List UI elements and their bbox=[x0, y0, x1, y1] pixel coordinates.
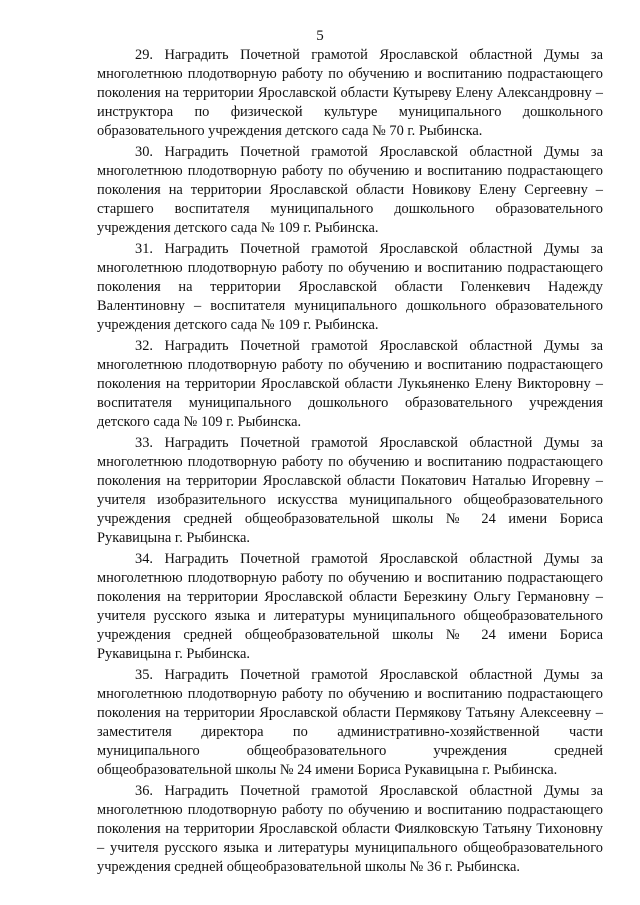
page-number: 5 bbox=[316, 28, 324, 44]
paragraph-31: 31. Наградить Почетной грамотой Ярославской областной Думы за многолетнюю плодотворную работу по обучению и воспитанию подрастающего поколения на территории Ярославской области Голенкевич Надежду Валентиновну – воспитателя муниципального дошкольного образовательного учреждения детского сада № 109 г. Рыбинска. bbox=[97, 241, 603, 333]
document-body bbox=[97, 46, 603, 879]
paragraph-32: 32. Наградить Почетной грамотой Ярославской областной Думы за многолетнюю плодотворную работу по обучению и воспитанию подрастающего поколения на территории Ярославской области Лукьяненко Елену Викторовну – воспитателя муниципального дошкольного образовательного учреждения детского сада № 109 г. Рыбинска. bbox=[97, 338, 603, 430]
paragraph-34: 34. Наградить Почетной грамотой Ярославской областной Думы за многолетнюю плодотворную работу по обучению и воспитанию подрастающего поколения на территории Ярославской области Березкину Ольгу Германовну – учителя русского языка и литературы муниципального общеобразовательного учреждения средней общеобразовательной школы № 24 имени Бориса Рукавицына г. Рыбинска. bbox=[97, 551, 603, 662]
paragraph-29: 29. Наградить Почетной грамотой Ярославской областной Думы за многолетнюю плодотворную работу по обучению и воспитанию подрастающего поколения на территории Ярославской области Кутыреву Елену Александровну – инструктора по физической культуре муниципального дошкольного образовательного учреждения детского сада № 70 г. Рыбинска. bbox=[97, 47, 603, 139]
paragraph-35: 35. Наградить Почетной грамотой Ярославской областной Думы за многолетнюю плодотворную работу по обучению и воспитанию подрастающего поколения на территории Ярославской области Пермякову Татьяну Алексеевну – заместителя директора по административно-хозяйственной части муниципального общеобразовательного учреждения средней общеобразовательной школы № 24 имени Бориса Рукавицына г. Рыбинска. bbox=[97, 667, 603, 778]
paragraph-30: 30. Наградить Почетной грамотой Ярославской областной Думы за многолетнюю плодотворную работу по обучению и воспитанию подрастающего поколения на территории Ярославской области Новикову Елену Сергеевну – старшего воспитателя муниципального дошкольного образовательного учреждения детского сада № 109 г. Рыбинска. bbox=[97, 144, 603, 236]
paragraph-36: 36. Наградить Почетной грамотой Ярославской областной Думы за многолетнюю плодотворную работу по обучению и воспитанию подрастающего поколения на территории Ярославской области Фиялковскую Татьяну Тихоновну – учителя русского языка и литературы муниципального общеобразовательного учреждения средней общеобразовательной школы № 36 г. Рыбинска. bbox=[97, 783, 603, 875]
paragraph-33: 33. Наградить Почетной грамотой Ярославской областной Думы за многолетнюю плодотворную работу по обучению и воспитанию подрастающего поколения на территории Ярославской области Покатович Наталью Игоревну – учителя изобразительного искусства муниципального общеобразовательного учреждения средней общеобразовательной школы № 24 имени Бориса Рукавицына г. Рыбинска. bbox=[97, 435, 603, 546]
